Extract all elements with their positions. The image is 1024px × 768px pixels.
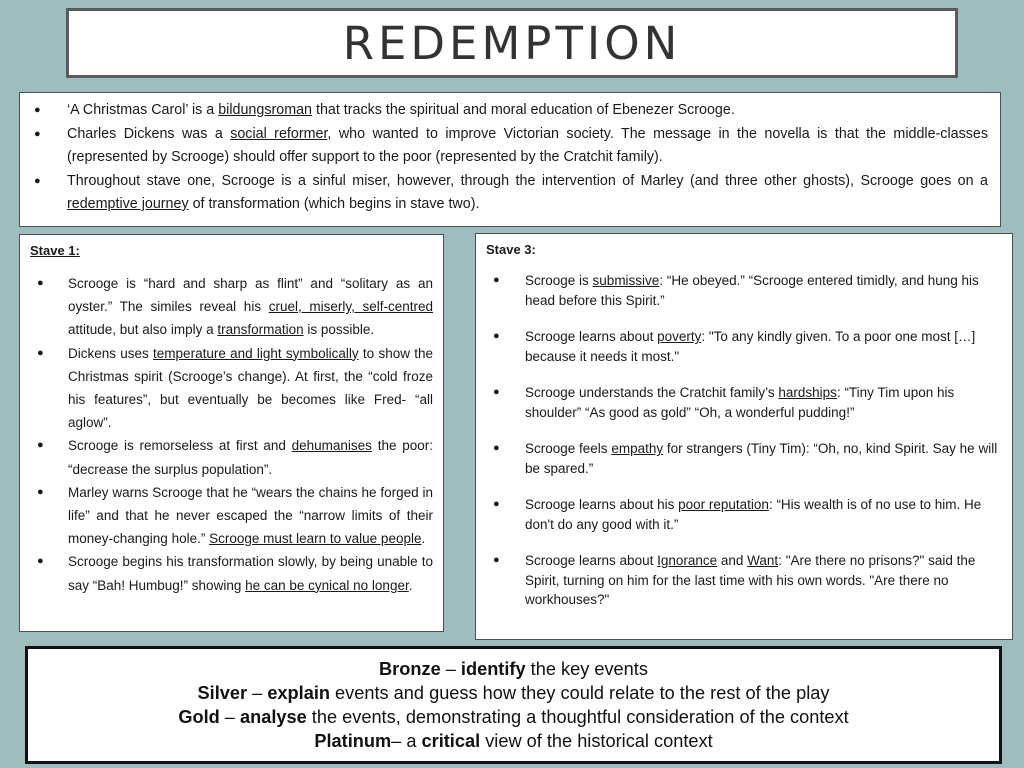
bullet-icon: ● [37,555,44,568]
bullet-icon: ● [493,274,500,286]
stave-1-heading: Stave 1: [30,243,80,258]
success-criteria-panel [25,646,1002,764]
bullet-icon: ● [34,104,41,116]
bullet-icon: ● [34,174,41,187]
stave-1-panel [19,234,444,632]
bullet-icon: ● [37,485,44,498]
page-title: REDEMPTION [342,16,682,70]
bullet-icon: ● [493,386,500,398]
stave-3-panel [475,233,1013,640]
level-platinum: Platinum– a critical view of the historical context [314,731,713,751]
bullet-icon: ● [493,498,500,510]
bullet-icon: ● [493,442,500,454]
stave-1-item: ● Scrooge begins his transformation slowly, by being unable to say “Bah! Humbug!” showing he can be cynical no longer. [30,550,433,596]
stave-3-item: ● Scrooge learns about poverty: "To any kindly given. To a poor one most […] because it needs it most." [493,329,976,364]
bullet-icon: ● [493,554,500,566]
stave-3-item: ● Scrooge learns about Ignorance and Want: "Are there no prisons?" said the Spirit, turning on him for the last time with his own words. "Are there no workhouses?" [493,553,976,607]
title-banner [66,8,958,78]
stave-1-item: ● Marley warns Scrooge that he “wears the chains he forged in life” and that he never escaped the “narrow limits of their money-changing hole.” Scrooge must learn to value people. [30,481,433,551]
stave-3-item: ● Scrooge is submissive: “He obeyed.” “Scrooge entered timidly, and hung his head before this Spirit.” [493,273,979,308]
intro-bullet-2: ● Charles Dickens was a social reformer, who wanted to improve Victorian society. The message in the novella is that the middle-classes (represented by Scrooge) should offer support to the poor (represented by the Cratchit family). [28,123,988,170]
stave-3-item: ● Scrooge learns about his poor reputation: “His wealth is of no use to him. He don't do any good with it.” [493,497,982,532]
stave-3-item: ● Scrooge feels empathy for strangers (Tiny Tim): “Oh, no, kind Spirit. Say he will be spared.” [493,441,998,476]
bullet-icon: ● [37,277,44,289]
intro-bullet-3: ● Throughout stave one, Scrooge is a sinful miser, however, through the intervention of Marley (and three other ghosts), Scrooge goes on a redemptive journey of transformation (which begins in stave two). [28,170,988,217]
level-gold: Gold – analyse the events, demonstrating a thoughtful consideration of the context [178,707,849,727]
stave-1-item: ● Dickens uses temperature and light symbolically to show the Christmas spirit (Scrooge’s change). At first, the “cold froze his features”, but eventually be becomes like Fred- “all aglow”. [30,342,433,435]
bullet-icon: ● [34,127,41,140]
bullet-icon: ● [37,439,44,452]
intro-list [28,99,988,217]
level-bronze: Bronze – identify the key events [379,659,648,679]
bullet-icon: ● [493,330,500,342]
stave-3-heading: Stave 3: [486,242,536,257]
stave-1-list [30,272,433,597]
stave-1-item: ● Scrooge is “hard and sharp as flint” and “solitary as an oyster.” The similes reveal his cruel, miserly, self-centred attitude, but also imply a transformation is possible. [30,272,433,342]
intro-panel [19,92,1001,227]
intro-bullet-1: ● ‘A Christmas Carol’ is a bildungsroman that tracks the spiritual and moral education of Ebenezer Scrooge. [28,99,988,123]
stave-3-list [486,271,1000,610]
stave-3-item: ● Scrooge understands the Cratchit family’s hardships: “Tiny Tim upon his shoulder” “As good as gold” “Oh, a wonderful pudding!” [493,385,955,420]
level-silver: Silver – explain events and guess how they could relate to the rest of the play [197,683,830,703]
stave-1-item: ● Scrooge is remorseless at first and dehumanises the poor: “decrease the surplus population”. [30,434,433,480]
bullet-icon: ● [37,346,44,359]
